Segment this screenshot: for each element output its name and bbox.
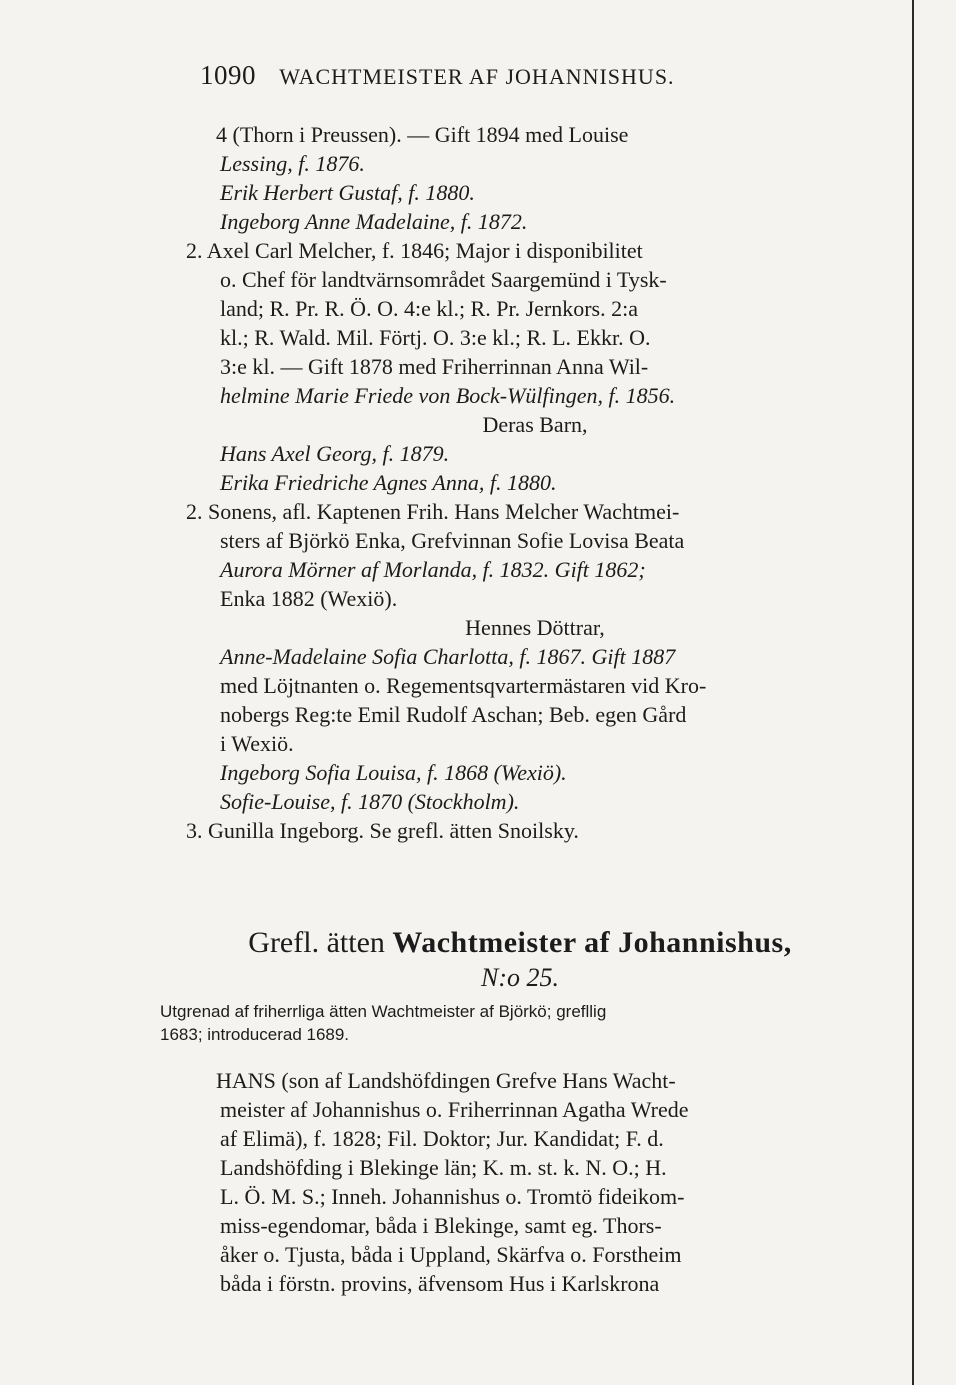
text-line: 1683; introducerad 1689. bbox=[160, 1025, 350, 1044]
text-line: L. Ö. M. S.; Inneh. Johannishus o. Tromtö fideikom- bbox=[220, 1184, 685, 1209]
page-edge-rule bbox=[912, 0, 914, 1385]
text-line: 3. Gunilla Ingeborg. Se grefl. ätten Snoilsky. bbox=[186, 818, 579, 843]
text-line: Aurora Mörner af Morlanda, f. 1832. Gift 1862; bbox=[220, 557, 646, 582]
text-line: Anne-Madelaine Sofia Charlotta, f. 1867. Gift 1887 bbox=[220, 644, 676, 669]
text-line: båda i förstn. provins, äfvensom Hus i Karlskrona bbox=[220, 1271, 660, 1296]
text-line: Erik Herbert Gustaf, f. 1880. bbox=[220, 180, 475, 205]
section-title-name: Wachtmeister af Johannishus, bbox=[392, 926, 792, 959]
hans-entry bbox=[186, 1066, 884, 1298]
text-line: meister af Johannishus o. Friherrinnan Agatha Wrede bbox=[220, 1097, 689, 1122]
text-line: Ingeborg Sofia Louisa, f. 1868 (Wexiö). bbox=[220, 760, 567, 785]
text-line: Lessing, f. 1876. bbox=[220, 151, 365, 176]
text-line: af Elimä), f. 1828; Fil. Doktor; Jur. Kandidat; F. d. bbox=[220, 1126, 664, 1151]
text-line: Ingeborg Anne Madelaine, f. 1872. bbox=[220, 209, 528, 234]
text-line: Enka 1882 (Wexiö). bbox=[220, 586, 398, 611]
genealogy-entries bbox=[186, 120, 884, 845]
section-intro bbox=[160, 1000, 886, 1046]
text-line: Hans Axel Georg, f. 1879. bbox=[220, 441, 450, 466]
text-line: 2. Sonens, afl. Kaptenen Frih. Hans Melcher Wachtmei- bbox=[186, 499, 680, 524]
section-title bbox=[160, 925, 880, 961]
text-line: i Wexiö. bbox=[220, 731, 294, 756]
text-line: 3:e kl. — Gift 1878 med Friherrinnan Anna Wil- bbox=[220, 354, 649, 379]
text-line: nobergs Reg:te Emil Rudolf Aschan; Beb. egen Gård bbox=[220, 702, 687, 727]
text-line: helmine Marie Friede von Bock-Wülfingen, f. 1856. bbox=[220, 383, 676, 408]
text-line: o. Chef för landtvärnsområdet Saargemünd i Tysk- bbox=[220, 267, 667, 292]
text-line: Utgrenad af friherrliga ätten Wachtmeister af Björkö; grefllig bbox=[160, 1002, 607, 1021]
text-line: Hennes Döttrar, bbox=[465, 615, 605, 640]
section-title-prefix: Grefl. ätten bbox=[248, 926, 393, 959]
text-line: HANS (son af Landshöfdingen Grefve Hans Wacht- bbox=[216, 1068, 676, 1093]
text-line: miss-egendomar, båda i Blekinge, samt eg. Thors- bbox=[220, 1213, 662, 1238]
text-line: åker o. Tjusta, båda i Uppland, Skärfva o. Forstheim bbox=[220, 1242, 682, 1267]
text-line: Landshöfding i Blekinge län; K. m. st. k. N. O.; H. bbox=[220, 1155, 667, 1180]
text-line: sters af Björkö Enka, Grefvinnan Sofie Lovisa Beata bbox=[220, 528, 685, 553]
text-line: Erika Friedriche Agnes Anna, f. 1880. bbox=[220, 470, 557, 495]
page-header bbox=[200, 60, 800, 91]
text-line: 4 (Thorn i Preussen). — Gift 1894 med Louise bbox=[216, 122, 629, 147]
page-number: 1090 bbox=[200, 60, 256, 90]
text-line: Deras Barn, bbox=[482, 412, 588, 437]
text-line: land; R. Pr. R. Ö. O. 4:e kl.; R. Pr. Jernkors. 2:a bbox=[220, 296, 638, 321]
text-line: Sofie-Louise, f. 1870 (Stockholm). bbox=[220, 789, 520, 814]
text-line: 2. Axel Carl Melcher, f. 1846; Major i disponibilitet bbox=[186, 238, 643, 263]
section-number: N:o 25. bbox=[481, 963, 559, 992]
text-line: med Löjtnanten o. Regementsqvartermästaren vid Kro- bbox=[220, 673, 707, 698]
running-title: WACHTMEISTER AF JOHANNISHUS. bbox=[279, 64, 675, 89]
text-line: kl.; R. Wald. Mil. Förtj. O. 3:e kl.; R. L. Ekkr. O. bbox=[220, 325, 651, 350]
